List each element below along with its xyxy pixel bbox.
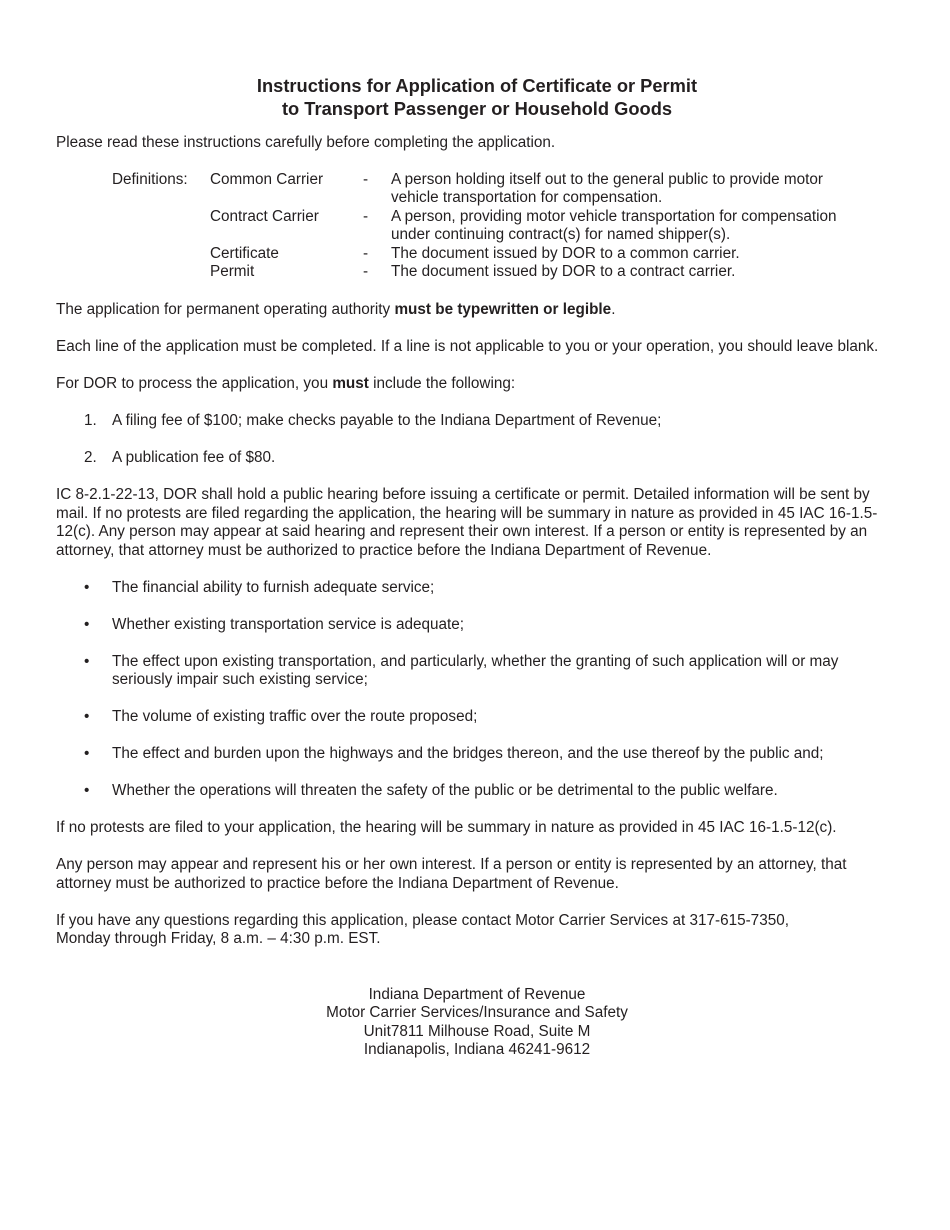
list-item	[56, 449, 898, 468]
definition-term: Permit	[210, 263, 255, 280]
definition-dash: -	[363, 207, 369, 225]
title-line-2: to Transport Passenger or Household Goods	[281, 98, 673, 119]
definition-term: Certificate	[210, 244, 279, 262]
definitions-block	[56, 171, 898, 283]
list-item	[56, 579, 898, 598]
list-item	[56, 412, 898, 431]
page-title	[56, 74, 898, 120]
each-line-paragraph: Each line of the application must be completed. If a line is not applicable to you or your operation, you should leave blank.	[56, 338, 879, 355]
include-emphasis: must	[332, 375, 369, 392]
definition-dash: -	[363, 244, 369, 262]
bullet-icon: •	[84, 782, 90, 799]
title-line-1: Instructions for Application of Certificate or Permit	[256, 75, 698, 96]
list-item-text: The financial ability to furnish adequate service;	[112, 578, 435, 596]
list-item-text: The effect upon existing transportation, and particularly, whether the granting of such application will or may seriously impair such existing service;	[112, 652, 839, 688]
definition-term: Contract Carrier	[210, 207, 319, 225]
instructions-page	[56, 74, 898, 1060]
definition-description: The document issued by DOR to a common carrier.	[391, 244, 740, 262]
legible-emphasis: must be typewritten or legible	[394, 301, 612, 318]
address-line: Indiana Department of Revenue	[368, 985, 586, 1003]
address-line: Unit7811 Milhouse Road, Suite M	[363, 1022, 591, 1040]
contact-paragraph	[56, 912, 898, 949]
include-text-end: include the following:	[368, 375, 516, 392]
definition-term: Common Carrier	[210, 170, 324, 188]
legible-text: The application for permanent operating authority	[56, 301, 395, 318]
definitions-label: Definitions:	[112, 170, 188, 188]
definition-dash: -	[363, 170, 369, 188]
include-paragraph	[56, 375, 898, 394]
requirements-list	[56, 412, 898, 468]
bullet-icon: •	[84, 708, 90, 725]
contact-line-2: Monday through Friday, 8 a.m. – 4:30 p.m. EST.	[56, 930, 381, 947]
include-text: For DOR to process the application, you	[56, 375, 333, 392]
list-item	[56, 653, 898, 690]
attorney-paragraph: Any person may appear and represent his or her own interest. If a person or entity is represented by an attorney, that attorney must be authorized to practice before the Indiana Department of Revenue.	[56, 856, 847, 892]
definition-description: A person, providing motor vehicle transportation for compensation under continuing contract(s) for named shipper(s).	[391, 207, 837, 243]
bullet-icon: •	[84, 745, 90, 762]
list-item	[56, 782, 898, 801]
list-item-text: A publication fee of $80.	[112, 449, 276, 466]
hearing-paragraph: IC 8-2.1-22-13, DOR shall hold a public hearing before issuing a certificate or permit. Detailed information will be sent by mail. If no protests are filed regarding the application, the hearing will be summary in nature as provided in 45 IAC 16-1.5-12(c). Any person may appear at said hearing and represent their own interest. If a person or entity is represented by an attorney, that attorney must be authorized to practice before the Indiana Department of Revenue.	[56, 486, 878, 559]
list-item-text: A filing fee of $100; make checks payable to the Indiana Department of Revenue;	[112, 412, 662, 429]
legible-paragraph	[56, 301, 898, 320]
definition-description: The document issued by DOR to a contract carrier.	[391, 263, 736, 280]
no-protest-paragraph: If no protests are filed to your application, the hearing will be summary in nature as provided in 45 IAC 16-1.5-12(c).	[56, 819, 837, 836]
list-number: 2.	[84, 449, 97, 466]
intro-paragraph: Please read these instructions carefully before completing the application.	[56, 134, 556, 151]
list-item	[56, 745, 898, 764]
contact-line-1: If you have any questions regarding this application, please contact Motor Carrier Services at 317-615-7350,	[56, 911, 789, 929]
definition-description: A person holding itself out to the general public to provide motor vehicle transportation for compensation.	[391, 170, 823, 206]
definition-dash: -	[363, 263, 369, 280]
bullet-icon: •	[84, 652, 90, 670]
bullet-icon: •	[84, 615, 90, 633]
legible-period: .	[611, 301, 616, 318]
list-item-text: Whether the operations will threaten the safety of the public or be detrimental to the public welfare.	[112, 782, 778, 799]
list-number: 1.	[84, 412, 97, 429]
list-item-text: The effect and burden upon the highways and the bridges thereon, and the use thereof by the public and;	[112, 745, 824, 762]
bullet-icon: •	[84, 578, 90, 596]
list-item	[56, 708, 898, 727]
criteria-list	[56, 579, 898, 801]
address-line: Motor Carrier Services/Insurance and Safety	[326, 1004, 628, 1021]
mailing-address	[56, 986, 898, 1060]
address-line: Indianapolis, Indiana 46241-9612	[363, 1041, 591, 1058]
list-item	[56, 616, 898, 635]
list-item-text: The volume of existing traffic over the route proposed;	[112, 708, 478, 725]
list-item-text: Whether existing transportation service is adequate;	[112, 615, 465, 633]
